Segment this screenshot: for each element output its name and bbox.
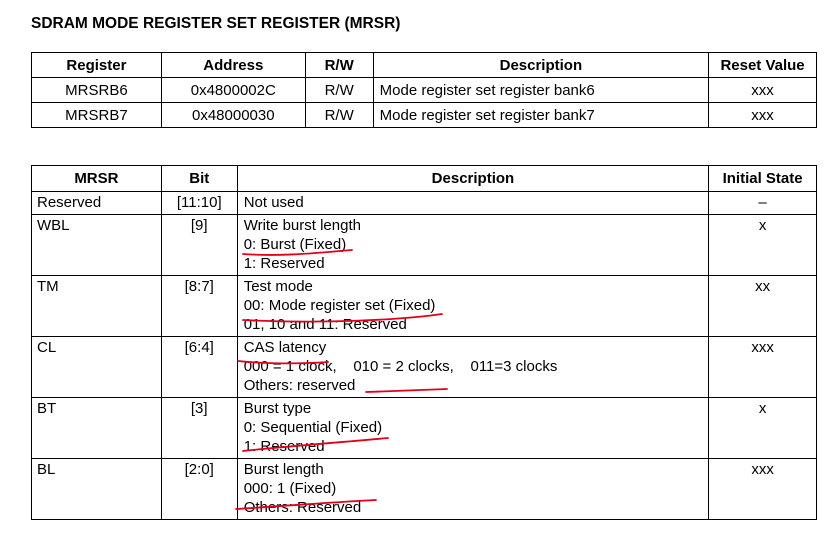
description-line: Others: reserved	[243, 377, 356, 394]
header-rw: R/W	[305, 53, 373, 78]
mrsr-bit-table	[31, 165, 817, 520]
description-line: CAS latency	[243, 339, 327, 356]
field-description	[237, 192, 709, 215]
description-cell: Mode register set register bank7	[373, 103, 708, 128]
header-initial-state: Initial State	[709, 166, 817, 192]
table-header-row	[32, 166, 817, 192]
table-row	[32, 192, 817, 215]
address-cell: 0x48000030	[161, 103, 305, 128]
header-description: Description	[237, 166, 709, 192]
description-cell: Mode register set register bank6	[373, 78, 708, 103]
initial-state: –	[709, 192, 817, 215]
table-header-row	[32, 53, 817, 78]
table-row	[32, 276, 817, 337]
initial-state: x	[709, 398, 817, 459]
bit-range: [8:7]	[161, 276, 237, 337]
initial-state: xxx	[709, 459, 817, 520]
field-description	[237, 337, 709, 398]
field-description	[237, 215, 709, 276]
field-name: WBL	[32, 215, 162, 276]
description-line: 00: Mode register set (Fixed)	[243, 297, 436, 314]
field-description	[237, 459, 709, 520]
table-row	[32, 215, 817, 276]
field-name: BL	[32, 459, 162, 520]
bit-range: [9]	[161, 215, 237, 276]
header-bit: Bit	[161, 166, 237, 192]
register-cell: MRSRB6	[32, 78, 162, 103]
description-line: 0: Sequential (Fixed)	[243, 419, 383, 436]
description-line: Burst length	[243, 461, 324, 478]
table-row	[32, 103, 817, 128]
bit-range: [3]	[161, 398, 237, 459]
reset-value-cell: xxx	[709, 78, 817, 103]
rw-cell: R/W	[305, 103, 373, 128]
header-reset-value: Reset Value	[709, 53, 817, 78]
bit-range: [6:4]	[161, 337, 237, 398]
description-line: Test mode	[243, 278, 313, 295]
table-row	[32, 337, 817, 398]
initial-state: xxx	[709, 337, 817, 398]
bit-range: [11:10]	[161, 192, 237, 215]
bit-range: [2:0]	[161, 459, 237, 520]
description-line: 1: Reserved	[243, 255, 325, 272]
description-line: Burst type	[243, 400, 312, 417]
field-name: CL	[32, 337, 162, 398]
description-line: 1: Reserved	[243, 438, 325, 455]
header-description: Description	[373, 53, 708, 78]
header-register: Register	[32, 53, 162, 78]
register-table	[31, 52, 817, 128]
initial-state: x	[709, 215, 817, 276]
field-description	[237, 398, 709, 459]
field-description	[237, 276, 709, 337]
description-line: Others: Reserved	[243, 499, 362, 516]
table-row	[32, 459, 817, 520]
header-mrsr: MRSR	[32, 166, 162, 192]
description-line: 000 = 1 clock, 010 = 2 clocks, 011=3 clocks	[243, 358, 558, 375]
header-address: Address	[161, 53, 305, 78]
field-name: BT	[32, 398, 162, 459]
reset-value-cell: xxx	[709, 103, 817, 128]
initial-state: xx	[709, 276, 817, 337]
table-row	[32, 398, 817, 459]
description-line: 01, 10 and 11: Reserved	[243, 316, 407, 333]
description-line: Write burst length	[243, 217, 361, 234]
field-name: Reserved	[32, 192, 162, 215]
page-title: SDRAM MODE REGISTER SET REGISTER (MRSR)	[31, 15, 401, 32]
description-line: Not used	[243, 194, 304, 211]
address-cell: 0x4800002C	[161, 78, 305, 103]
rw-cell: R/W	[305, 78, 373, 103]
description-line: 0: Burst (Fixed)	[243, 236, 347, 253]
table-row	[32, 78, 817, 103]
register-cell: MRSRB7	[32, 103, 162, 128]
description-line: 000: 1 (Fixed)	[243, 480, 337, 497]
field-name: TM	[32, 276, 162, 337]
